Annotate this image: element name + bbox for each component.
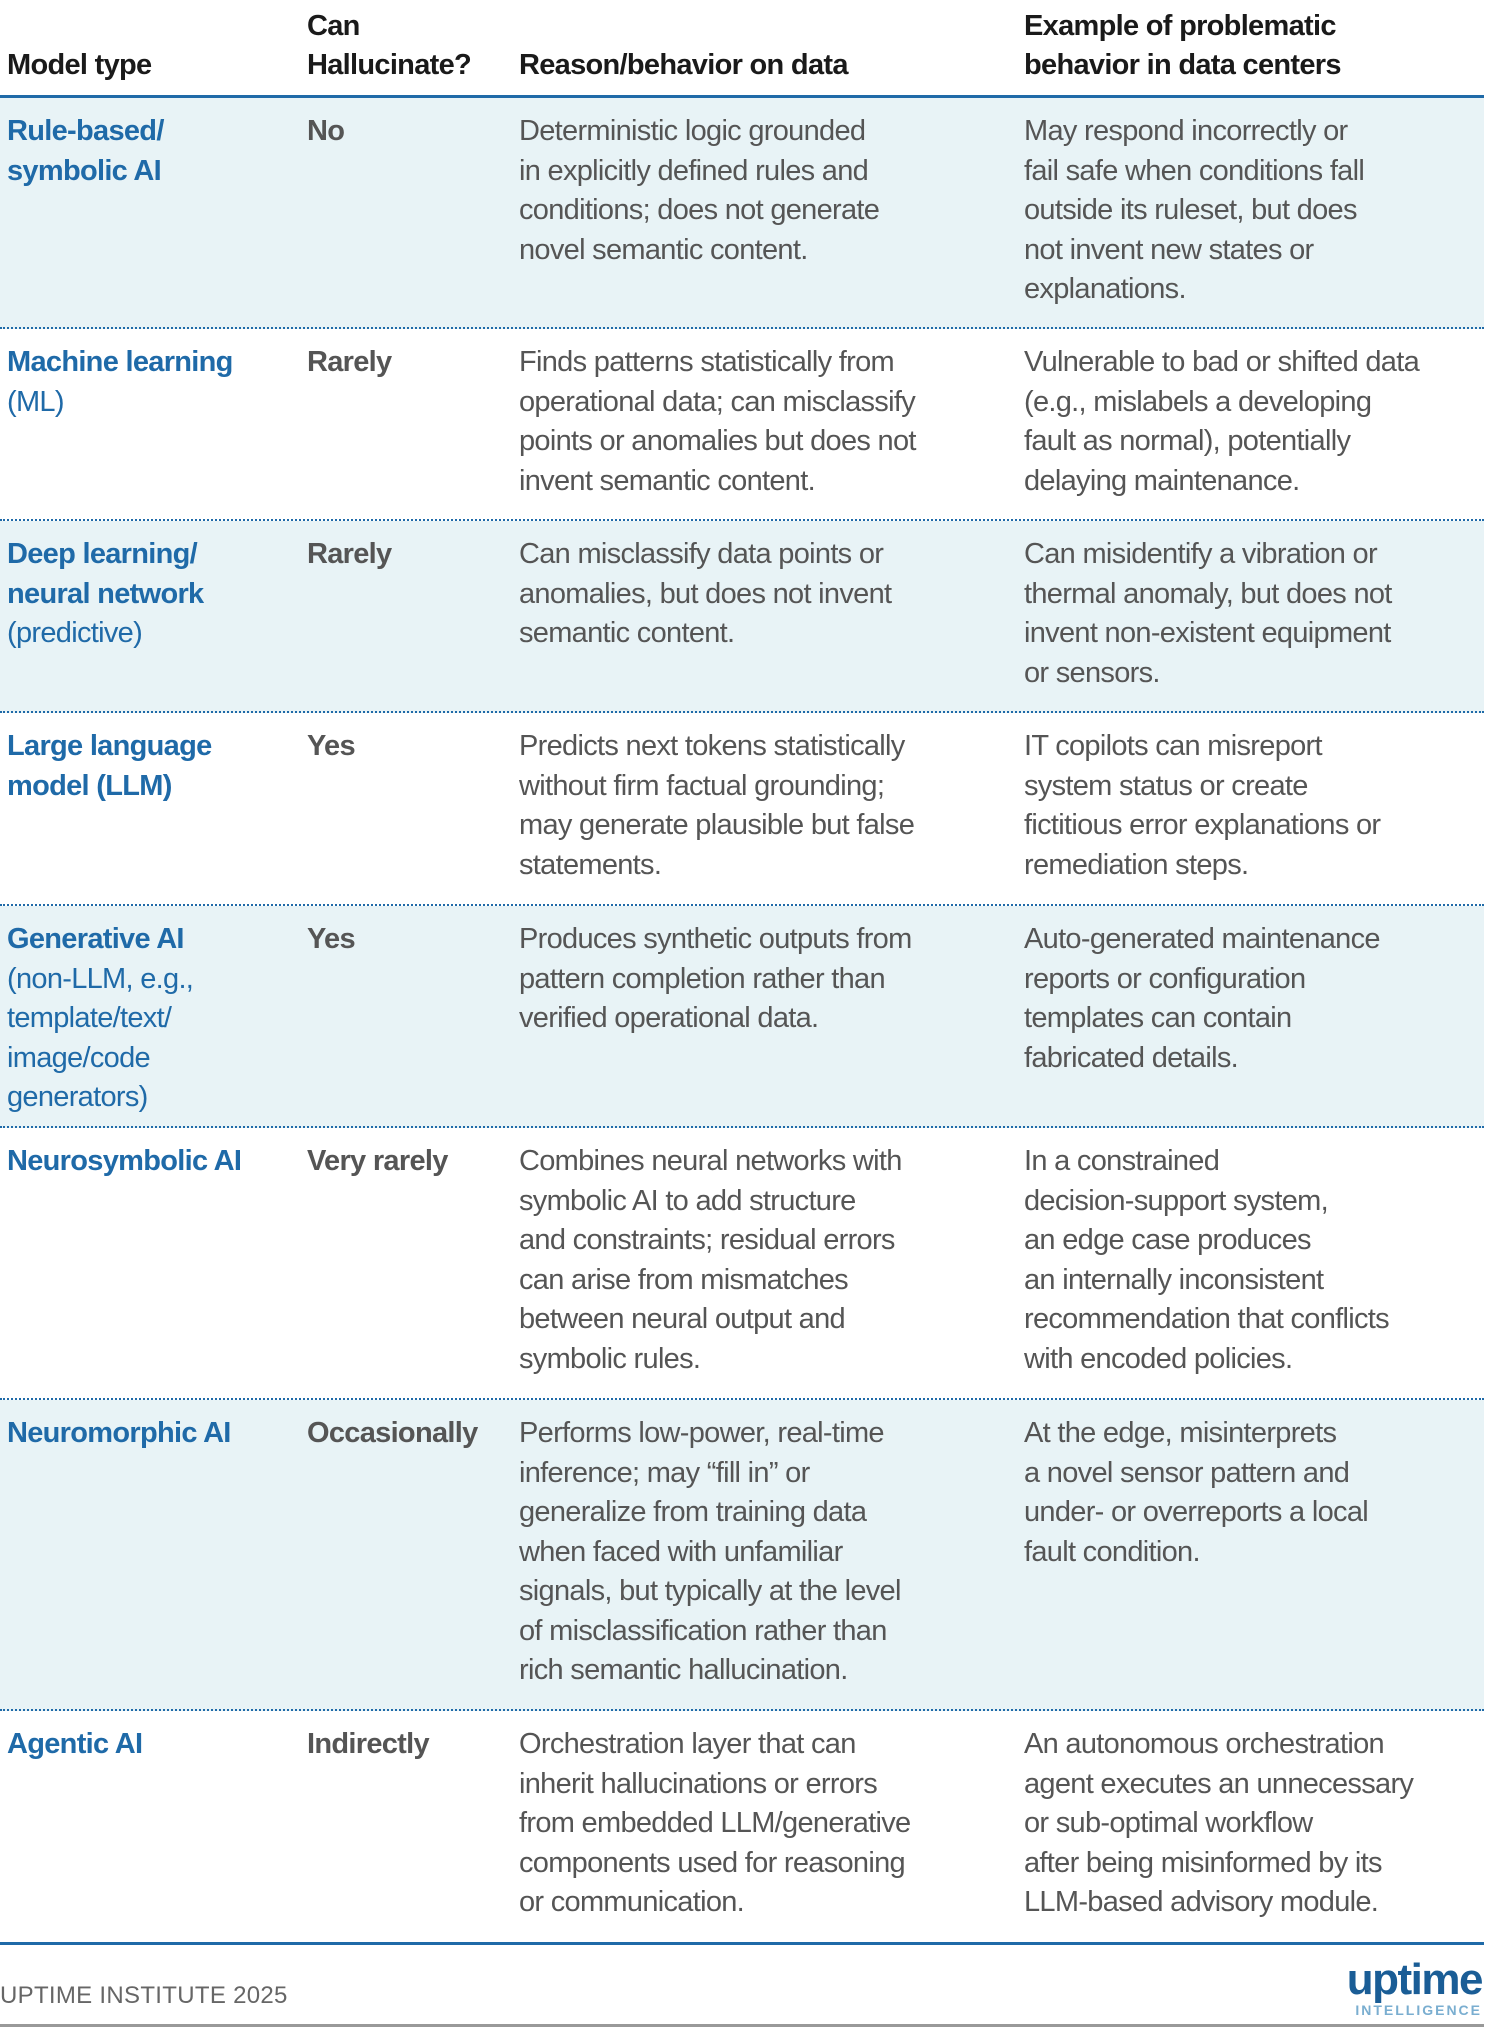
can-hallucinate-cell: Yes <box>307 730 355 762</box>
model-type-cell <box>7 920 297 1118</box>
table-row <box>0 98 1484 329</box>
reason-cell: Can misclassify data points or anomalies, but does not invent semantic content. <box>519 538 892 649</box>
logo-sub: INTELLIGENCE <box>1355 2002 1482 2018</box>
table-row <box>0 521 1484 713</box>
reason-cell: Orchestration layer that can inherit hallucinations or errors from embedded LLM/generative components used for reasoning or communication. <box>519 1728 911 1918</box>
model-type-cell <box>7 343 297 422</box>
header-can-hallucinate: Can Hallucinate? <box>307 10 472 81</box>
reason-cell: Finds patterns statistically from operational data; can misclassify points or anomalies but does not invent semantic content. <box>519 346 916 497</box>
table-row <box>0 713 1484 906</box>
model-name: Neuromorphic AI <box>7 1417 231 1449</box>
table-row <box>0 1400 1484 1711</box>
model-name: Large language model (LLM) <box>7 730 212 802</box>
model-name: Generative AI <box>7 923 184 955</box>
example-cell: May respond incorrectly or fail safe when conditions fall outside its ruleset, but does not invent new states or explanations. <box>1024 115 1365 305</box>
can-hallucinate-cell: Yes <box>307 923 355 955</box>
model-type-cell <box>7 535 297 654</box>
example-cell: Can misidentify a vibration or thermal anomaly, but does not invent non-existent equipment or sensors. <box>1024 538 1392 689</box>
header-model-type: Model type <box>7 49 152 81</box>
footer-rule <box>0 2024 1484 2027</box>
model-name: Deep learning/ neural network <box>7 538 204 610</box>
uptime-intelligence-logo <box>1346 1955 1482 2018</box>
can-hallucinate-cell: Very rarely <box>307 1145 448 1177</box>
reason-cell: Deterministic logic grounded in explicitly defined rules and conditions; does not generate novel semantic content. <box>519 115 880 266</box>
model-type-cell <box>7 1414 297 1454</box>
model-type-cell <box>7 112 297 191</box>
reason-cell: Performs low-power, real-time inference; may “fill in” or generalize from training data when faced with unfamiliar signals, but typically at the level of misclassification rather than rich semantic hallucination. <box>519 1417 901 1686</box>
model-name: Machine learning <box>7 346 233 378</box>
example-cell: In a constrained decision-support system, an edge case produces an internally inconsistent recommendation that conflicts with encoded policies. <box>1024 1145 1389 1375</box>
model-name: Neurosymbolic AI <box>7 1145 242 1177</box>
can-hallucinate-cell: Rarely <box>307 538 392 570</box>
example-cell: At the edge, misinterprets a novel sensor pattern and under- or overreports a local fault condition. <box>1024 1417 1368 1568</box>
table-header <box>0 0 1484 98</box>
can-hallucinate-cell: No <box>307 115 345 147</box>
reason-cell: Produces synthetic outputs from pattern completion rather than verified operational data. <box>519 923 912 1034</box>
table-row <box>0 1711 1484 1942</box>
source-credit: UPTIME INSTITUTE 2025 <box>0 1982 288 2009</box>
reason-cell: Predicts next tokens statistically without firm factual grounding; may generate plausible but false statements. <box>519 730 915 881</box>
header-reason: Reason/behavior on data <box>519 49 848 81</box>
model-type-cell <box>7 1725 297 1765</box>
model-type-cell <box>7 1142 297 1182</box>
example-cell: IT copilots can misreport system status or create fictitious error explanations or remediation steps. <box>1024 730 1381 881</box>
table-row <box>0 1128 1484 1400</box>
model-name-detail: (predictive) <box>7 617 143 649</box>
example-cell: Auto-generated maintenance reports or configuration templates can contain fabricated details. <box>1024 923 1380 1074</box>
model-name: Rule-based/ symbolic AI <box>7 115 164 187</box>
can-hallucinate-cell: Occasionally <box>307 1417 478 1449</box>
model-name: Agentic AI <box>7 1728 143 1760</box>
model-name-detail: (non-LLM, e.g., template/text/ image/code generators) <box>7 962 194 1113</box>
example-cell: An autonomous orchestration agent executes an unnecessary or sub-optimal workflow after being misinformed by its LLM-based advisory module. <box>1024 1728 1414 1918</box>
logo-main: uptime <box>1346 1955 1482 2004</box>
header-example: Example of problematic behavior in data centers <box>1024 10 1341 81</box>
can-hallucinate-cell: Indirectly <box>307 1728 429 1760</box>
model-name-detail: (ML) <box>7 385 64 418</box>
table-row <box>0 906 1484 1128</box>
can-hallucinate-cell: Rarely <box>307 346 392 378</box>
model-type-cell <box>7 727 297 806</box>
example-cell: Vulnerable to bad or shifted data (e.g., mislabels a developing fault as normal), potentially delaying maintenance. <box>1024 346 1420 497</box>
table-bottom-rule <box>0 1942 1484 1945</box>
reason-cell: Combines neural networks with symbolic AI to add structure and constraints; residual errors can arise from mismatches between neural output and symbolic rules. <box>519 1145 902 1375</box>
table-row <box>0 329 1484 521</box>
